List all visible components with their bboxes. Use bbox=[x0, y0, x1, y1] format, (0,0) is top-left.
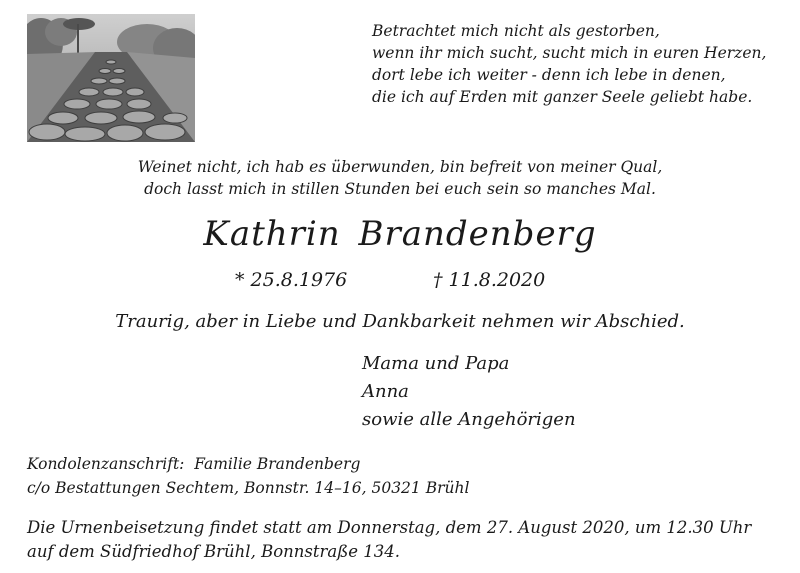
funeral-info bbox=[27, 516, 751, 564]
poem-top-line: wenn ihr mich sucht, sucht mich in euren Herzen, bbox=[372, 44, 767, 62]
poem-top-line: Betrachtet mich nicht als gestorben, bbox=[372, 22, 660, 40]
funeral-line: auf dem Südfriedhof Brühl, Bonnstraße 134. bbox=[27, 542, 400, 561]
farewell-text: Traurig, aber in Liebe und Dankbarkeit nehmen wir Abschied. bbox=[115, 311, 685, 332]
funeral-line: Die Urnenbeisetzung findet statt am Donnerstag, dem 27. August 2020, um 12.30 Uhr bbox=[27, 518, 752, 537]
mourners-list bbox=[362, 350, 576, 434]
condolence-address bbox=[27, 452, 469, 500]
poem-top bbox=[372, 20, 766, 108]
poem-middle-line: Weinet nicht, ich hab es überwunden, bin befreit von meiner Qual, bbox=[137, 158, 663, 176]
address-line: Kondolenzanschrift: Familie Brandenberg bbox=[27, 455, 361, 473]
poem-middle bbox=[0, 156, 800, 200]
mourner-entry: Mama und Papa bbox=[362, 353, 510, 374]
mourner-entry: sowie alle Angehörigen bbox=[362, 409, 576, 430]
cobblestone-path-photo bbox=[27, 14, 195, 142]
poem-top-line: die ich auf Erden mit ganzer Seele geliebt habe. bbox=[372, 88, 753, 106]
mourner-entry: Anna bbox=[362, 381, 409, 402]
address-line: c/o Bestattungen Sechtem, Bonnstr. 14–16, 50321 Brühl bbox=[27, 479, 470, 497]
death-date: † 11.8.2020 bbox=[433, 269, 546, 291]
poem-top-line: dort lebe ich weiter - denn ich lebe in denen, bbox=[372, 66, 726, 84]
birth-date: * 25.8.1976 bbox=[235, 269, 348, 291]
poem-middle-line: doch lasst mich in stillen Stunden bei euch sein so manches Mal. bbox=[144, 180, 656, 198]
deceased-name: Kathrin Brandenberg bbox=[203, 214, 597, 254]
